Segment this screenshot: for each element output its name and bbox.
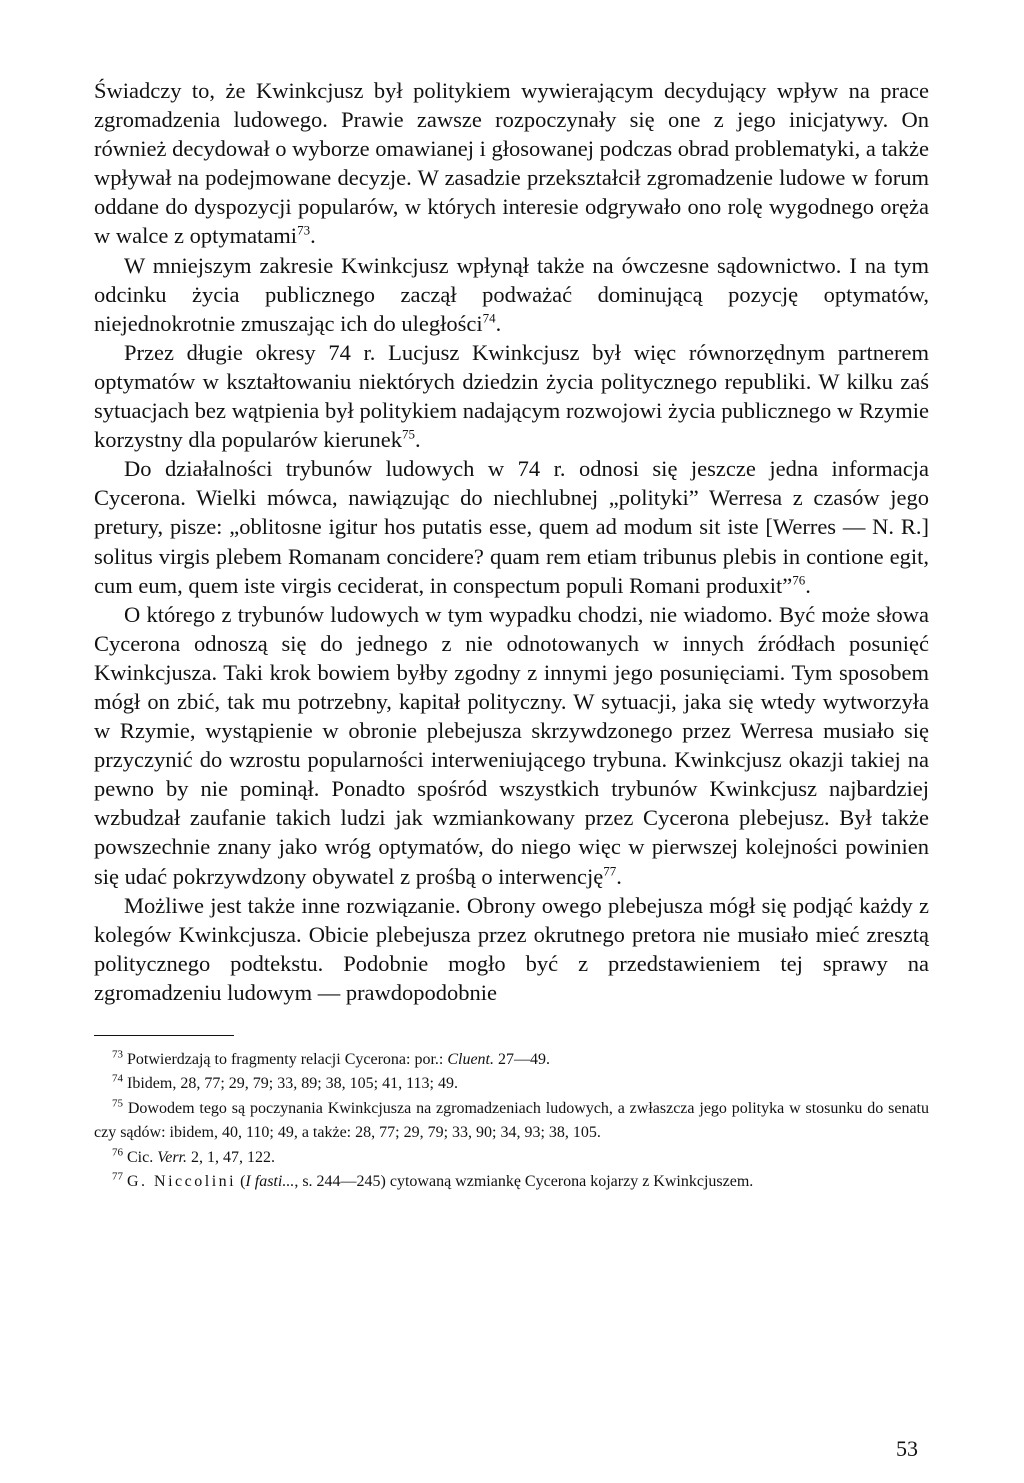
- paragraph: [94, 600, 929, 891]
- footnote-ref: 77: [112, 1170, 123, 1183]
- footnote-ref: 76: [112, 1146, 123, 1159]
- footnote: [94, 1097, 929, 1146]
- footnotes: [94, 1048, 929, 1194]
- text-run: 27—49.: [494, 1051, 550, 1068]
- footnote-ref: 75: [112, 1097, 123, 1110]
- italic-text: Cluent.: [447, 1051, 494, 1068]
- spaced-name: G. Niccolini: [127, 1173, 237, 1191]
- footnote-separator: [94, 1035, 234, 1036]
- text-run: 2, 1, 47, 122.: [187, 1148, 275, 1166]
- footnote-ref: 74: [482, 310, 496, 326]
- text-run: W mniejszym zakresie Kwinkcjusz wpłynął także na ówczesne sądownictwo. I na tym odcinku życia publicznego zaczął podważać dominującą pozycję optymatów, niejednokrotnie zmuszając ich do uległości: [94, 252, 929, 336]
- footnote: [94, 1146, 929, 1170]
- text-run: , s. 244—245) cytowaną wzmiankę Cycerona kojarzy z Kwinkcjuszem.: [294, 1173, 754, 1191]
- text-run: .: [495, 310, 502, 336]
- text-run: .: [616, 863, 622, 889]
- paragraph: [94, 251, 929, 338]
- text-run: Dowodem tego są poczynania Kwinkcjusza na zgromadzeniach ludowych, a zwłaszcza jego polityka w stosunku do senatu czy sądów: ibidem, 40, 110; 49, a także: 28, 77; 29, 79; 33, 90; 34, 93; 38, 105.: [94, 1099, 929, 1142]
- text-run: .: [415, 427, 421, 453]
- text-run: .: [805, 572, 811, 598]
- text-run: Ibidem, 28, 77; 29, 79; 33, 89; 38, 105; 41, 113; 49.: [123, 1075, 458, 1093]
- paragraph: [94, 891, 929, 1007]
- footnote-ref: 75: [402, 426, 416, 442]
- page-number: 53: [896, 1436, 918, 1461]
- footnote: [94, 1048, 929, 1072]
- text-run: Świadczy to, że Kwinkcjusz był politykiem wywierającym decydujący wpływ na prace zgromadzenia ludowego. Prawie zawsze rozpoczynały się one z jego inicjatywy. On również decydował o wyborze omawianej i głosowanej podczas obrad problematyki, a także wpływał na podejmowane decyzje. W zasadzie przekształcił zgromadzenie ludowe w forum oddane do dyspozycji popularów, w których interesie odgrywało ono rolę wygodnego oręża w walce z optymatami: [94, 78, 929, 249]
- text-run: Możliwe jest także inne rozwiązanie. Obrony owego plebejusza mógł się podjąć każdy z kolegów Kwinkcjusza. Obicie plebejusza przez okrutnego pretora nie musiało mieć zresztą politycznego podtekstu. Podobnie mogło być z przedstawieniem tej sprawy na zgromadzeniu ludowym — prawdopodobnie: [94, 892, 929, 1005]
- footnote-ref: 73: [112, 1048, 123, 1061]
- text-run: O którego z trybunów ludowych w tym wypadku chodzi, nie wiadomo. Być może słowa Cycerona odnoszą się do jednego z nie odnotowanych w innych źródłach posunięć Kwinkcjusza. Taki krok bowiem byłby zgodny z innymi jego posunięciami. Tym sposobem mógł on zbić, tak mu potrzebny, kapitał polityczny. W sytuacji, jaka się wtedy wytworzyła w Rzymie, wystąpienie w obronie plebejusza skrzywdzonego przez Werresa musiało się przyczynić do wzrostu popularności interweniującego trybuna. Kwinkcjusz okazji takiej na pewno by nie pominął. Ponadto spośród wszystkich trybunów Kwinkcjusz najbardziej wzbudzał zaufanie takich ludzi jak wzmiankowany przez Cycerona plebejusz. Był także powszechnie znany jako wróg optymatów, do niego więc w pierwszej kolejności powinien się udać pokrzywdzony obywatel z prośbą o interwencję: [94, 601, 929, 889]
- footnote: [94, 1072, 929, 1096]
- text-run: Przez długie okresy 74 r. Lucjusz Kwinkcjusz był więc równorzędnym partnerem optymatów w kształtowaniu niektórych dziedzin życia politycznego republiki. W kilku zaś sytuacjach bez wątpienia był politykiem nadającym rozwojowi życia publicznego w Rzymie korzystny dla popularów kierunek: [94, 339, 929, 453]
- main-text: [94, 76, 929, 1007]
- text-run: Cic.: [123, 1148, 158, 1166]
- footnote-ref: 74: [112, 1073, 123, 1086]
- text-run: Do działalności trybunów ludowych w 74 r. odnosi się jeszcze jedna informacja Cycerona. Wielki mówca, nawiązując do niechlubnej „polityki” Werresa z czasów jego pretury, pisze: „oblitosne igitur hos putatis esse, quem ad modum sit iste [Werres — N. R.] solitus virgis plebem Romanam concidere? quam rem etiam tribunus plebis in contione egit, cum eum, quem iste virgis ceciderat, in conspectum populi Romani produxit”: [94, 456, 929, 598]
- footnote-ref: 76: [792, 572, 806, 588]
- italic-text: I fasti...: [245, 1173, 295, 1191]
- page-body: [94, 76, 929, 1194]
- paragraph: [94, 76, 929, 251]
- italic-text: Verr.: [157, 1148, 187, 1166]
- text-run: (: [236, 1173, 246, 1191]
- paragraph: [94, 454, 929, 599]
- text-run: Potwierdzają to fragmenty relacji Cycerona: por.:: [123, 1051, 448, 1068]
- footnote: [94, 1170, 929, 1194]
- text-run: .: [310, 223, 316, 249]
- footnote-ref: 77: [603, 863, 617, 879]
- footnote-ref: 73: [297, 222, 311, 238]
- paragraph: [94, 338, 929, 454]
